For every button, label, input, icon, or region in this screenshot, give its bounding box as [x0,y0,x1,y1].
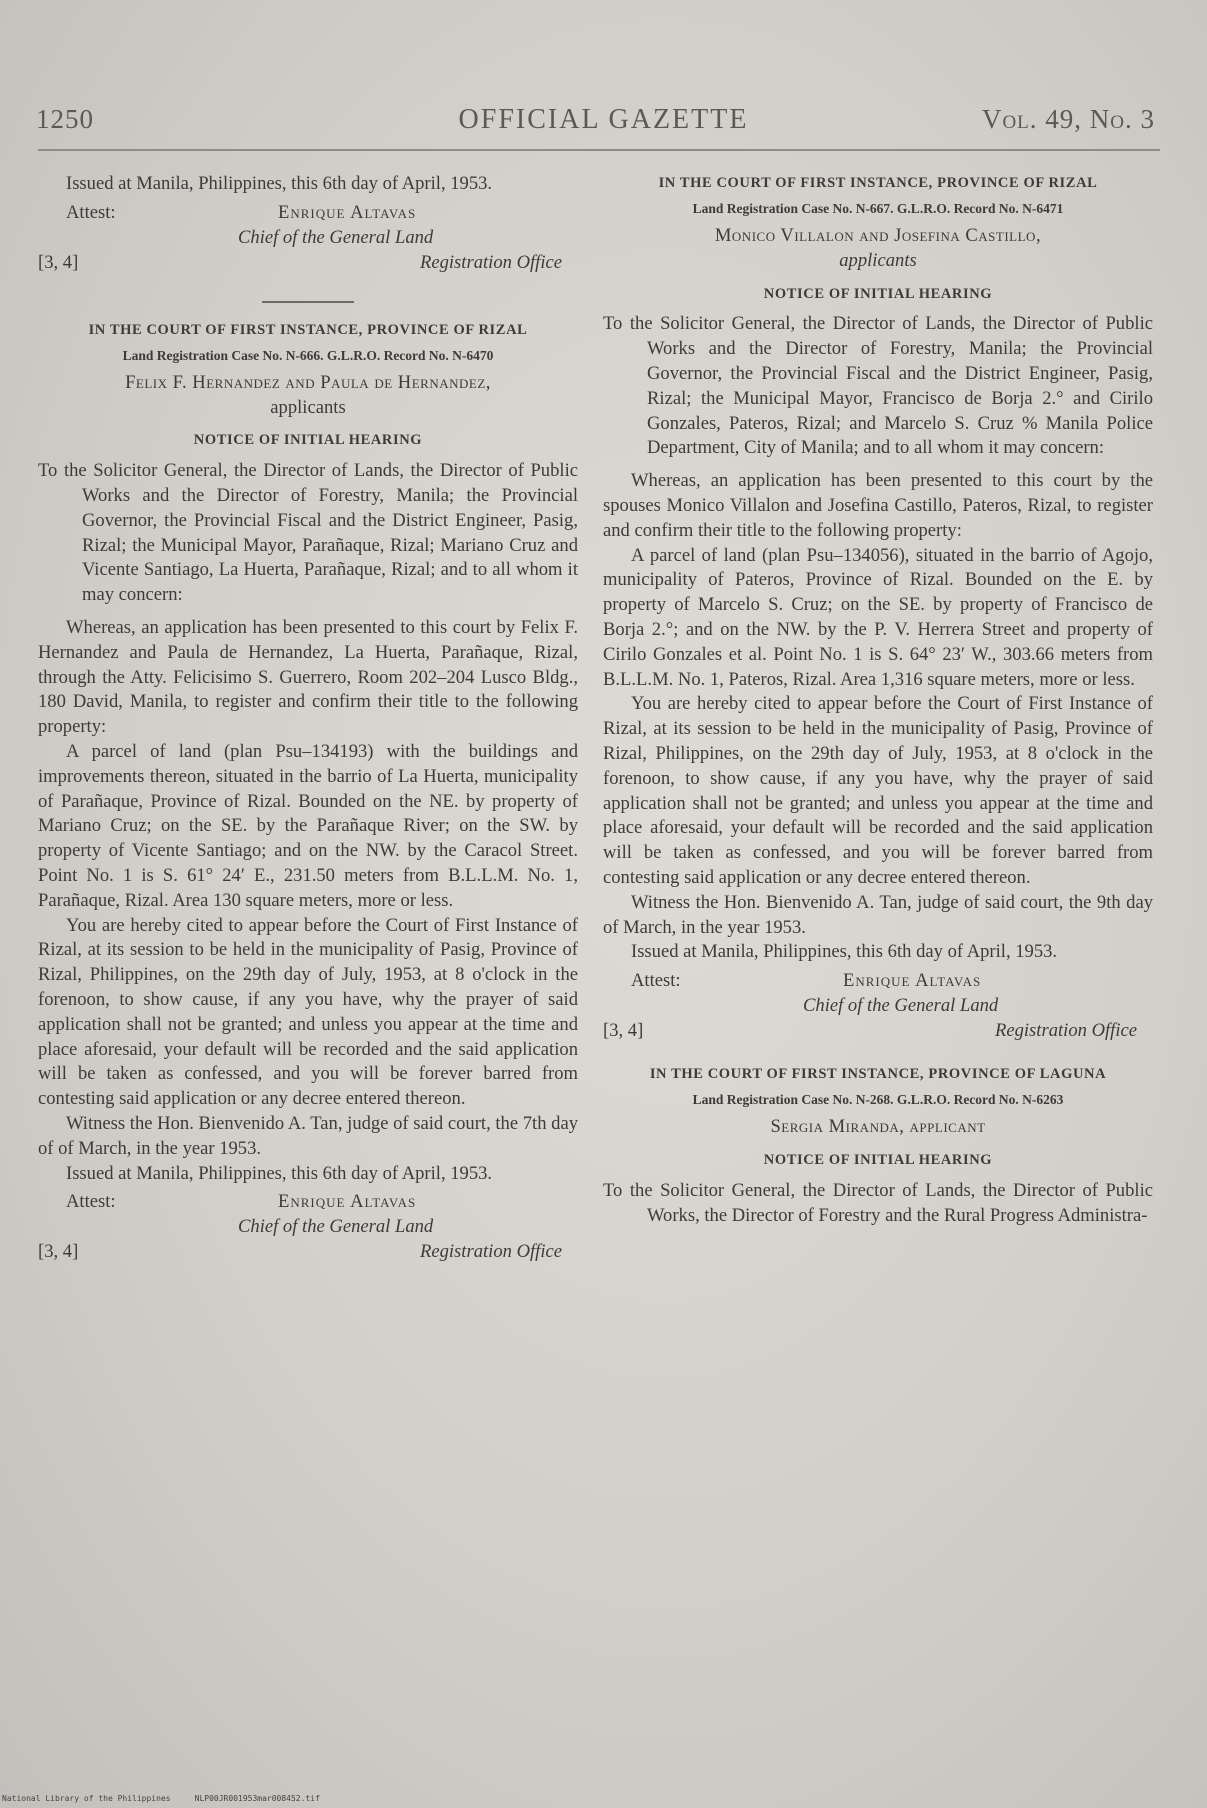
whereas-paragraph: Whereas, an application has been presented to this court by Felix F. Hernandez and Paula de Hernandez, La Huerta, Parañaque, Rizal, through the Atty. Felicisimo S. Guerrero, Room 202–204 Lusco Bldg., 180 David, Manila, to register and confirm their title to the following property: [38,616,578,738]
notice-heading-laguna: NOTICE OF INITIAL HEARING [763,1151,993,1168]
attest-name: Enrique Altavas [278,201,417,223]
attest-name: Enrique Altavas [843,970,982,992]
notice-addressees: To the Solicitor General, the Director of Lands, the Director of Public Works and the Director of Forestry, Manila; the Provincial Governor, the Provincial Fiscal and the District Engineer, Pasig, Rizal; the Municipal Mayor, Francisco de Borja 2.° and Cirilo Gonzales, Pateros, Rizal; and Marcelo S. Cruz % Manila Police Department, City of Manila; and to all whom it may concern: [603,313,1153,459]
volume-number: Vol. 49, No. 3 [981,104,1155,134]
attest-title-line2: Registration Office [419,251,562,273]
whereas-paragraph: Whereas, an application has been presented to this court by the spouses Monico Villalon and Josefina Castillo, Pateros, Rizal, to register and confirm their title to the following property: [603,470,1153,541]
notice-addressees-laguna: To the Solicitor General, the Director of Lands, the Director of Public Works, the Director of Forestry and the Rural Progress Administra- [603,1179,1153,1226]
applicants-names: Felix F. Hernandez and Paula de Hernandez, [125,371,491,393]
left-column [38,172,578,1266]
attest-code: [3, 4] [603,1020,644,1042]
intro-issued: Issued at Manila, Philippines, this 6th day of April, 1953. [66,173,493,194]
notice-heading: NOTICE OF INITIAL HEARING [763,285,993,302]
issued-paragraph: Issued at Manila, Philippines, this 6th day of April, 1953. [66,1162,493,1184]
attest-title-line2: Registration Office [419,1241,562,1263]
applicants-block [603,224,1153,274]
publication-title: OFFICIAL GAZETTE [458,104,749,135]
intro-attest-block [38,201,578,277]
attest-block [603,969,1153,1045]
case-number: Land Registration Case No. N-667. G.L.R.O. Record No. N-6471 [692,201,1064,216]
attest-title-line1: Chief of the General Land [238,1216,434,1238]
section-separator [262,301,354,303]
scan-footer: National Library of the Philippines NLP00JR001953mar008452.tif [2,1794,320,1803]
notice-heading: NOTICE OF INITIAL HEARING [193,432,423,449]
court-heading-laguna: IN THE COURT OF FIRST INSTANCE, PROVINCE OF LAGUNA [649,1066,1107,1083]
header-rule [38,149,1160,151]
attest-label: Attest: [66,201,116,223]
attest-code: [3, 4] [38,1241,79,1263]
witness-paragraph: Witness the Hon. Bienvenido A. Tan, judge of said court, the 9th day of March, in the year 1953. [603,891,1153,938]
case-number-laguna: Land Registration Case No. N-268. G.L.R.O. Record No. N-6263 [692,1092,1064,1108]
attest-title-line2: Registration Office [994,1020,1137,1042]
attest-code: [3, 4] [38,251,79,273]
notice-addressees: To the Solicitor General, the Director of Lands, the Director of Public Works and the Director of Forestry, Manila; the Provincial Governor, the Provincial Fiscal and the District Engineer, Pasig, Rizal; the Municipal Mayor, Parañaque, Rizal; Mariano Cruz and Vicente Santiago, La Huerta, Parañaque, Rizal; and to all whom it may concern: [38,460,578,606]
court-heading: IN THE COURT OF FIRST INSTANCE, PROVINCE OF RIZAL [88,321,528,338]
applicants-names: Monico Villalon and Josefina Castillo, [714,225,1042,246]
parcel-paragraph: A parcel of land (plan Psu–134193) with the buildings and improvements thereon, situated in the barrio of La Huerta, municipality of Parañaque, Province of Rizal. Bounded on the NE. by property of Mariano Cruz; on the SE. by the Parañaque River; on the SW. by property of Vicente Santiago; and on the NW. by the Caracol Street. Point No. 1 is S. 61° 24′ E., 231.50 meters from B.L.L.M. No. 1, Parañaque, Rizal. Area 130 square meters, more or less. [38,740,578,911]
parcel-paragraph: A parcel of land (plan Psu–134056), situated in the barrio of Agojo, municipality of Pateros, Province of Rizal. Bounded on the E. by property of Marcelo S. Cruz; on the SE. by property of Francisco de Borja 2.°; and on the NW. by the P. V. Herrera Street and property of Cirilo Gonzales et al. Point No. 1 is S. 64° 23′ W., 303.66 meters from B.L.L.M. No. 1, Pateros, Rizal. Area 1,316 square meters, more or less. [603,544,1153,690]
attest-block [38,1190,578,1266]
attest-title-line1: Chief of the General Land [803,995,999,1017]
issued-paragraph: Issued at Manila, Philippines, this 6th day of April, 1953. [631,941,1058,963]
applicants-block [38,371,578,421]
cited-paragraph: You are hereby cited to appear before the Court of First Instance of Rizal, at its session to be held in the municipality of Pasig, Province of Rizal, Philippines, on the 29th day of July, 1953, at 8 o'clock in the forenoon, to show cause, if any you have, why the prayer of said application shall not be granted; and unless you appear at the time and place aforesaid, your default will be recorded and the said application will be taken as confessed, and you will be forever barred from contesting said application or any decree entered thereon. [603,693,1153,888]
applicants-role: applicants [270,396,346,418]
right-column [603,172,1153,1228]
witness-paragraph: Witness the Hon. Bienvenido A. Tan, judge of said court, the 7th day of of March, in the year 1953. [38,1112,578,1159]
page-number: 1250 [36,104,94,134]
court-heading: IN THE COURT OF FIRST INSTANCE, PROVINCE OF RIZAL [658,175,1098,191]
cited-paragraph: You are hereby cited to appear before the Court of First Instance of Rizal, at its session to be held in the municipality of Pasig, Province of Rizal, Philippines, on the 29th day of July, 1953, at 8 o'clock in the forenoon, to show cause, if any you have, why the prayer of said application shall not be granted; and unless you appear at the time and place aforesaid, your default will be recorded and the said application will be taken as confessed, and you will be forever barred from contesting said application or any decree entered thereon. [38,914,578,1110]
attest-label: Attest: [66,1191,116,1213]
attest-label: Attest: [631,970,681,992]
case-number: Land Registration Case No. N-666. G.L.R.O. Record No. N-6470 [122,347,494,363]
applicants-role: applicants [839,249,917,271]
applicant-laguna: Sergia Miranda, applicant [770,1116,986,1138]
attest-name: Enrique Altavas [278,1191,417,1213]
attest-title-line1: Chief of the General Land [238,226,434,248]
